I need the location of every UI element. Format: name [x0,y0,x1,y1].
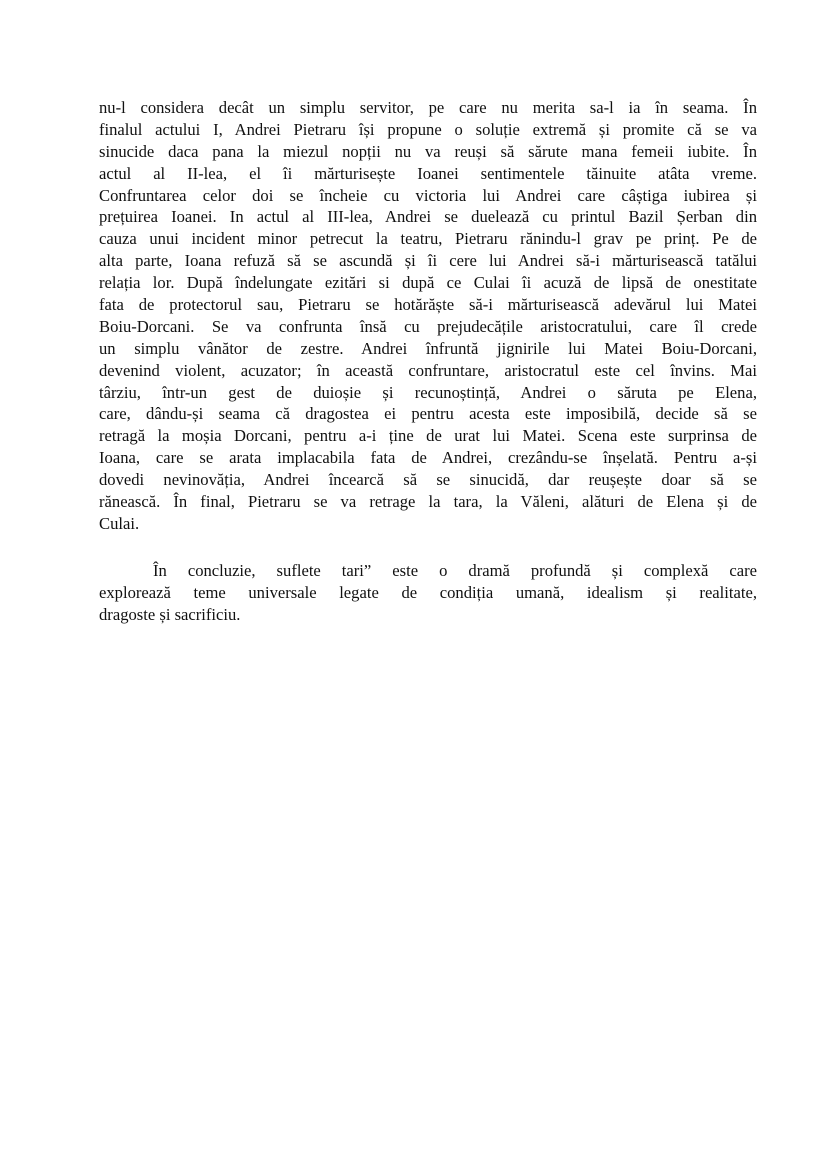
conclusion-paragraph [99,560,757,626]
text-line: actul al II-lea, el îi mărturisește Ioanei sentimentele tăinuite atâta vreme. [99,163,757,183]
text-line: devenind violent, acuzator; în această confruntare, aristocratul este cel învins. Mai [99,360,757,380]
text-line: prețuirea Ioanei. In actul al III-lea, Andrei se duelează cu printul Bazil Șerban din [99,207,757,227]
body-paragraph [99,97,757,535]
text-line: cauza unui incident minor petrecut la teatru, Pietraru rănindu-l grav pe prinț. Pe de [99,229,757,249]
text-line: care, dându-și seama că dragostea ei pentru acesta este imposibilă, decide să se [99,404,757,424]
text-line: retragă la moșia Dorcani, pentru a-i ține de urat lui Matei. Scena este surprinsa de [99,426,757,446]
text-line: dragoste și sacrificiu. [99,604,241,624]
text-line: Ioana, care se arata implacabila fata de Andrei, crezându-se înșelată. Pentru a-și [99,448,757,468]
text-line: În concluzie, suflete tari” este o dramă profundă și complexă care [153,561,757,580]
text-line: finalul actului I, Andrei Pietraru își propune o soluție extremă și promite că se va [99,119,757,139]
text-line: Boiu-Dorcani. Se va confrunta însă cu prejudecățile aristocratului, care îl crede [99,316,757,336]
text-line: Culai. [99,513,140,533]
text-line: Confruntarea celor doi se încheie cu victoria lui Andrei care câștiga iubirea și [99,185,757,205]
text-line: târziu, într-un gest de duioșie și recunoștință, Andrei o săruta pe Elena, [99,382,757,402]
text-line: relația lor. După îndelungate ezitări si după ce Culai îi acuză de lipsă de onestitate [99,273,757,293]
text-line: alta parte, Ioana refuză să se ascundă și îi cere lui Andrei să-i mărturisească tatălui [99,251,757,271]
text-line: explorează teme universale legate de condiția umană, idealism și realitate, [99,582,757,602]
text-line: un simplu vânător de zestre. Andrei înfruntă jignirile lui Matei Boiu-Dorcani, [99,338,757,358]
text-line: rănească. În final, Pietraru se va retrage la tara, la Văleni, alături de Elena și de [99,492,757,512]
text-line: dovedi nevinovăția, Andrei încearcă să se sinucidă, dar reușește doar să se [99,470,757,490]
text-line: nu-l considera decât un simplu servitor, pe care nu merita sa-l ia în seama. În [99,98,757,117]
text-line: sinucide daca pana la miezul nopții nu va reuși să sărute mana femeii iubite. În [99,141,757,161]
text-line: fata de protectorul sau, Pietraru se hotărăște să-i mărturisească adevărul lui Matei [99,295,757,315]
